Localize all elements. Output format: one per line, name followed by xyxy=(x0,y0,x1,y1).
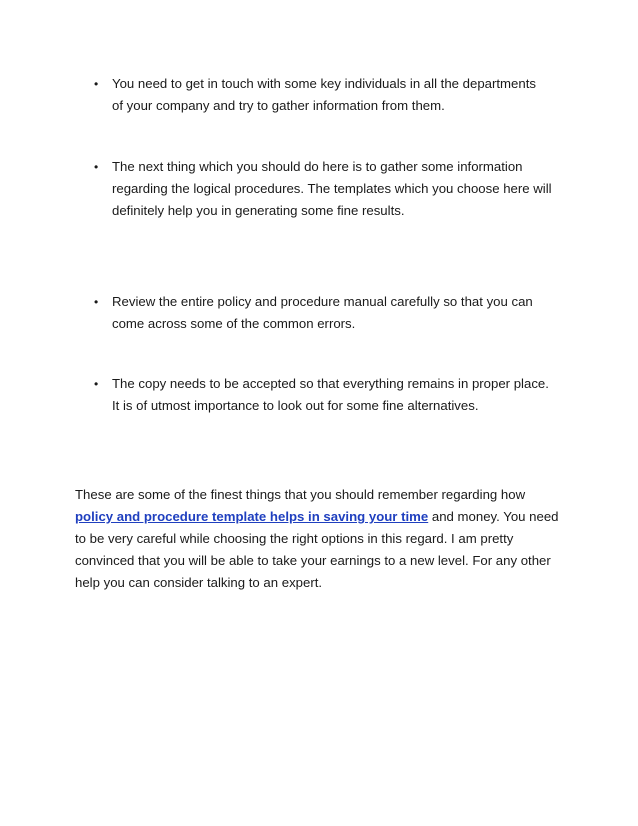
bullet-dot: • xyxy=(94,377,99,391)
policy-template-link[interactable]: policy and procedure template helps in saving your time xyxy=(75,509,429,524)
paragraph-line: to be very careful while choosing the right options in this regard. I am pretty xyxy=(75,531,514,546)
bullet-text-line: It is of utmost importance to look out for some fine alternatives. xyxy=(112,398,479,413)
closing-paragraph xyxy=(75,484,570,594)
bullet-text-line: Review the entire policy and procedure manual carefully so that you can xyxy=(112,294,533,309)
bullet-text-line: come across some of the common errors. xyxy=(112,316,356,331)
bullet-item xyxy=(94,373,562,417)
bullet-dot: • xyxy=(94,77,99,91)
bullet-item xyxy=(94,156,562,222)
bullet-item xyxy=(94,291,562,335)
paragraph-line: convinced that you will be able to take your earnings to a new level. For any other xyxy=(75,553,551,568)
paragraph-line: and money. You need xyxy=(428,509,559,524)
paragraph-line: help you can consider talking to an expert. xyxy=(75,575,323,590)
bullet-text-line: The next thing which you should do here is to gather some information xyxy=(112,159,523,174)
bullet-text-line: regarding the logical procedures. The templates which you choose here will xyxy=(112,181,552,196)
bullet-dot: • xyxy=(94,160,99,174)
bullet-text-line: of your company and try to gather information from them. xyxy=(112,98,445,113)
bullet-text-line: definitely help you in generating some fine results. xyxy=(112,203,405,218)
bullet-text-line: The copy needs to be accepted so that everything remains in proper place. xyxy=(112,376,549,391)
paragraph-line: These are some of the finest things that you should remember regarding how xyxy=(75,487,526,502)
bullet-text-line: You need to get in touch with some key individuals in all the departments xyxy=(112,76,536,91)
bullet-item xyxy=(94,73,562,117)
bullet-dot: • xyxy=(94,295,99,309)
